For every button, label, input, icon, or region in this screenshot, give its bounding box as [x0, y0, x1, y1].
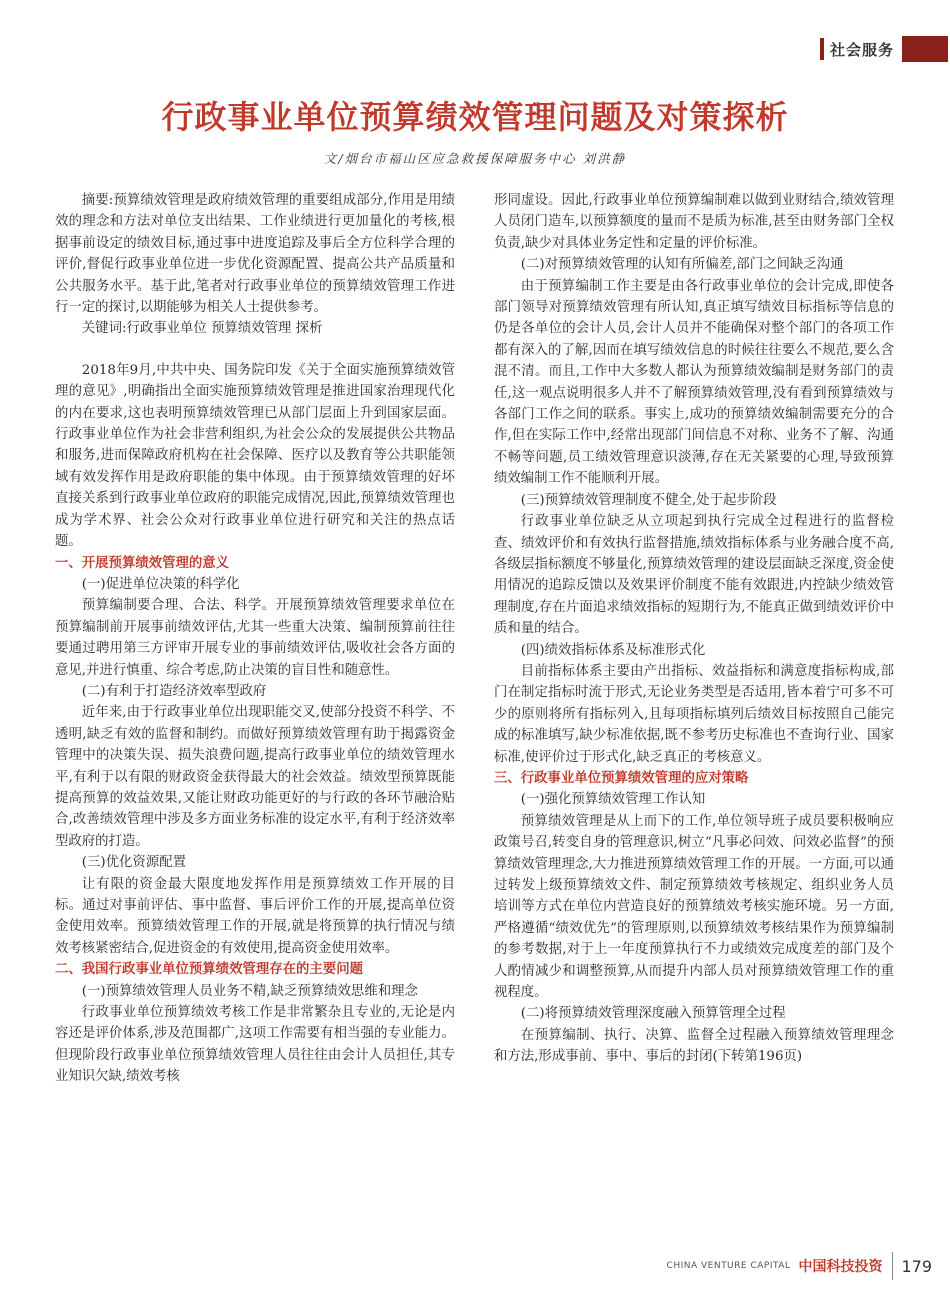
journal-name-cn: 中国科技投资	[798, 1259, 883, 1275]
subsection-heading: (一)强化预算绩效管理工作认知	[520, 792, 706, 808]
subsection-heading: (三)预算绩效管理制度不健全,处于起步阶段	[520, 492, 777, 508]
body-paragraph: 形同虚设。因此,行政事业单位预算编制难以做到业财结合,绩效管理人员闭门造车,以预算额度的量而不是质为标准,甚至由财务部门全权负责,缺少对具体业务定性和定量的评价标准。	[494, 193, 894, 251]
subsection-heading: (二)将预算绩效管理深度融入预算管理全过程	[520, 1006, 786, 1022]
body-paragraph: 预算编制要合理、合法、科学。开展预算绩效管理要求单位在预算编制前开展事前绩效评估,尤其一些重大决策、编制预算前往往要通过聘用第三方评审开展专业的事前绩效评估,吸收社会各方面的意见,并进行慎重、综合考虑,防止决策的盲目性和随意性。	[55, 598, 455, 678]
subsection-heading: (二)对预算绩效管理的认知有所偏差,部门之间缺乏沟通	[520, 257, 844, 273]
footer-divider	[892, 1252, 893, 1280]
section-tag-block	[902, 36, 948, 62]
keywords: 关键词:行政事业单位 预算绩效管理 探析	[81, 321, 323, 337]
body-paragraph: 由于预算编制工作主要是由各行政事业单位的会计完成,即使各部门领导对预算绩效管理有所认知,真正填写绩效目标指标等信息的仍是各单位的会计人员,会计人员并不能确保对整个部门的各项工作都有深入的了解,因而在填写绩效信息的时候往往要么不规范,要么含混不清。而且,工作中大多数人都认为预算绩效编制是财务部门的责任,这一观点说明很多人并不了解预算绩效管理,没有看到预算绩效与各部门工作之间的联系。事实上,成功的预算绩效编制需要充分的合作,但在实际工作中,经常出现部门间信息不对称、业务不了解、沟通不畅等问题,员工绩效管理意识淡薄,存在无关紧要的心理,导致预算绩效编制工作不能顺利开展。	[494, 278, 894, 487]
subsection-heading: (一)预算绩效管理人员业务不精,缺乏预算绩效思维和理念	[81, 983, 418, 999]
subsection-heading: (二)有利于打造经济效率型政府	[81, 683, 267, 699]
abstract: 摘要:预算绩效管理是政府绩效管理的重要组成部分,作用是用绩效的理念和方法对单位支出结果、工作业绩进行更加量化的考核,根据事前设定的绩效目标,通过事中进度追踪及事后全方位科学合理的评价,督促行政事业单位进一步优化资源配置、提高公共产品质量和公共服务水平。基于此,笔者对行政事业单位的预算绩效管理工作进行一定的探讨,以期能够为相关人士提供参考。	[55, 193, 455, 316]
subsection-heading: (一)促进单位决策的科学化	[81, 576, 240, 592]
body-paragraph: 让有限的资金最大限度地发挥作用是预算绩效工作开展的目标。通过对事前评估、事中监督、事后评价工作的开展,提高单位资金使用效率。预算绩效管理工作的开展,就是将预算的执行情况与绩效考核紧密结合,促进资金的有效使用,提高资金使用效率。	[55, 876, 455, 956]
section-heading: 三、行政事业单位预算绩效管理的应对策略	[494, 770, 749, 786]
body-paragraph: 近年来,由于行政事业单位出现职能交叉,使部分投资不科学、不透明,缺乏有效的监督和制约。而做好预算绩效管理有助于揭露资金管理中的决策失误、损失浪费问题,提高行政事业单位的绩效管理水平,有利于以有限的财政资金获得最大的社会效益。绩效型预算既能提高预算的效益效果,又能让财政功能更好的与行政的各环节融洽贴合,改善绩效管理中涉及多方面业务标准的设定水平,有利于经济效率型政府的打造。	[55, 705, 455, 849]
page-number: 179	[901, 1256, 932, 1276]
body-paragraph: 在预算编制、执行、决算、监督全过程融入预算绩效管理理念和方法,形成事前、事中、事后的封闭(下转第196页)	[494, 1027, 894, 1065]
paragraph-gap	[55, 340, 455, 360]
body-paragraph: 2018年9月,中共中央、国务院印发《关于全面实施预算绩效管理的意见》,明确指出全面实施预算绩效管理是推进国家治理现代化的内在要求,这也表明预算绩效管理已从部门层面上升到国家层面。行政事业单位作为社会非营利组织,为社会公众的发展提供公共物品和服务,进而保障政府机构在社会保障、医疗以及教育等公共职能领域有效发挥作用是政府职能的集中体现。由于预算绩效管理的好坏直接关系到行政事业单位政府的职能完成情况,因此,预算绩效管理也成为学术界、社会公众对行政事业单位进行研究和关注的热点话题。	[55, 362, 455, 550]
section-heading: 二、我国行政事业单位预算绩效管理存在的主要问题	[55, 962, 363, 978]
body-paragraph: 行政事业单位预算绩效考核工作是非常繁杂且专业的,无论是内容还是评价体系,涉及范围都广,这项工作需要有相当强的专业能力。但现阶段行政事业单位预算绩效管理人员往往由会计人员担任,其专业知识欠缺,绩效考核	[55, 1005, 455, 1085]
section-tag	[820, 36, 948, 62]
subsection-heading: (四)绩效指标体系及标准形式化	[520, 642, 706, 658]
journal-name-en: CHINA VENTURE CAPITAL	[666, 1261, 791, 1271]
byline: 文/烟台市福山区应急救援保障服务中心 刘洪静	[323, 151, 627, 166]
article-title: 行政事业单位预算绩效管理问题及对策探析	[161, 98, 789, 136]
section-heading: 一、开展预算绩效管理的意义	[55, 555, 230, 571]
right-column	[494, 190, 894, 1068]
body-paragraph: 目前指标体系主要由产出指标、效益指标和满意度指标构成,部门在制定指标时流于形式,无论业务类型是否适用,皆本着宁可多不可少的原则将所有指标列入,且每项指标填列后绩效目标按照自己能完成的标准填写,缺少标准依据,既不参考历史标准也不查询行业、国家标准,使评价过于形式化,缺乏真正的考核意义。	[494, 663, 894, 765]
body-paragraph: 行政事业单位缺乏从立项起到执行完成全过程进行的监督检查、绩效评价和有效执行监督措施,绩效指标体系与业务融合度不高,各级层指标额度不够量化,预算绩效管理的建设层面缺乏深度,资金使用情况的追踪反馈以及效果评价制度不能有效跟进,内控缺少绩效管理制度,存在片面追求绩效指标的短期行为,不能真正做到绩效评价中质和量的结合。	[494, 514, 894, 637]
page-footer	[667, 1252, 932, 1280]
body-paragraph: 预算绩效管理是从上而下的工作,单位领导班子成员要积极响应政策号召,转变自身的管理意识,树立“凡事必问效、问效必监督”的预算绩效管理理念,大力推进预算绩效管理工作的开展。一方面,可以通过转发上级预算绩效文件、制定预算绩效考核规定、组织业务人员培训等方式在单位内营造良好的预算绩效考核实施环境。另一方面,严格遵循“绩效优先”的管理原则,以预算绩效考核结果作为预算编制的参考数据,对于上一年度预算执行不力或绩效完成度差的部门及个人酌情减少和调整预算,从而提升内部人员对预算绩效管理工作的重视程度。	[494, 813, 894, 1001]
section-tag-bar	[820, 38, 824, 60]
section-label: 社会服务	[829, 40, 894, 59]
left-column	[55, 190, 455, 1088]
subsection-heading: (三)优化资源配置	[81, 855, 186, 871]
